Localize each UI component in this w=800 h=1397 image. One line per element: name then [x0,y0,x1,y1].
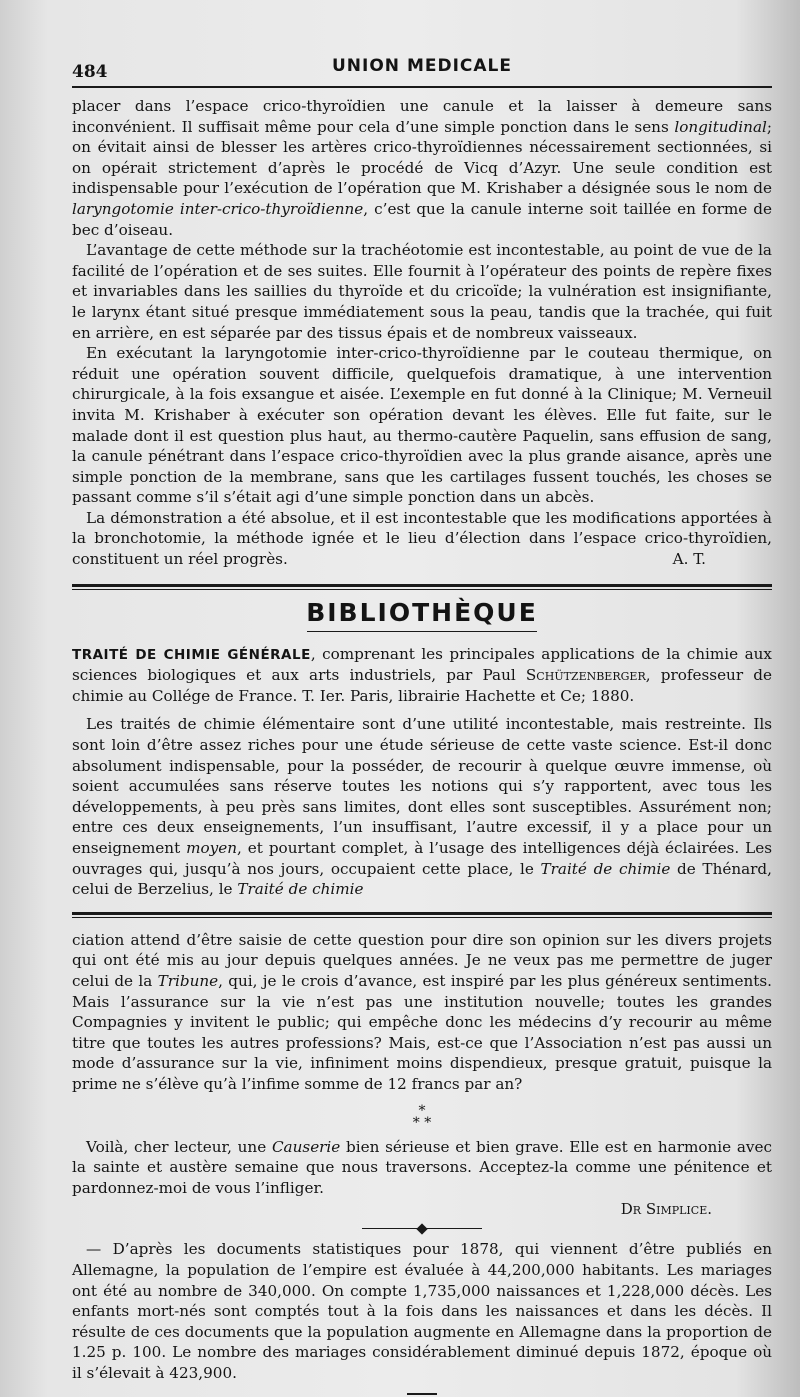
section-title: BIBLIOTHÈQUE [306,597,538,627]
title-underline [307,631,537,632]
news-item-paragraph: — D’après les documents statistiques pour 1878, qui viennent d’être publiés en Allemagne, la population de l’empire est évaluée à 44,200,000 habitants. Les mariages ont été au nombre de 340,000. On compte 1,735,000 naissances et 1,228,000 décès. Les enfants mort-nés sont comptés tout à la fois dans les naissances et dans les décès. Il résulte de ces documents que la population augmente en Allemagne dans la proportion de 1.25 p. 100. Le nombre des mariages considérablement diminué depuis 1872, époque où il s’élevait à 423,900. [72,1240,772,1382]
article-signature: A. T. [672,550,706,569]
italic-term: Causerie [271,1137,341,1156]
running-title: UNION MEDICALE [332,56,512,76]
italic-term: longitudinal [674,117,767,136]
article-section [72,96,772,570]
page-content [72,48,772,1395]
italic-term: laryngotomie inter-crico-thyroïdienne [72,199,364,218]
italic-term: moyen [186,839,238,857]
book-entry: TRAITÉ DE CHIMIE GÉNÉRALE, comprenant les principales applications de la chimie aux sciences biologiques et aux arts industriels, par Paul Schützenberger, professeur de chimie au Collége de France. T. Ier. Paris, librairie Hachette et Ce; 1880. [72,644,772,705]
feuilleton-divider [72,912,772,918]
article-paragraph-2: L’avantage de cette méthode sur la trachéotomie est incontestable, au point de vue de la facilité de l’opération et de ses suites. Elle fournit à l’opérateur des points de repère fixes et invariables dans les saillies du thyroïde et du cricoïde; la vulnération est insignifiante, le larynx étant situé presque immédiatement sous la peau, tandis que la trachée, qui fuit en arrière, en est séparée par des tissus épais et de nombreux vaisseaux. [72,241,772,342]
book-title: TRAITÉ DE CHIMIE GÉNÉRALE [72,646,311,663]
header-rule [72,86,772,88]
ornament-divider [362,1228,482,1229]
italic-term: Traité de chimie [237,880,364,899]
asterism: * * * [412,1102,432,1131]
feuilleton-section [72,930,772,1396]
page-header [72,48,772,82]
section-divider [72,584,772,590]
article-paragraph-1: placer dans l’espace crico-thyroïdien une canule et la laisser à demeure sans inconvénient. Il suffisait même pour cela d’une simple ponction dans le sens longitudinal; on évitait ainsi de blesser les artères crico-thyroïdiennes nécessairement sectionnées, si on opérait strictement d’après le procédé de Vicq d’Azyr. Une seule condition est indispensable pour l’exécution de l’opération que M. Krishaber a désignée sous le nom de laryngotomie inter-crico-thyroïdienne, c’est que la canule interne soit taillée en forme de bec d’oiseau. [72,97,773,239]
book-author: Schützenberger [525,666,646,685]
article-paragraph-4: La démonstration a été absolue, et il est incontestable que les modifications apportées à la bronchotomie, la méthode ignée et le lieu d’élection dans l’espace crico-thyroïdien, constituent un réel progrès. A. T. [72,508,772,569]
end-rule [407,1393,437,1395]
italic-term: Traité de chimie [540,859,671,878]
feuilleton-paragraph-2: Voilà, cher lecteur, une Causerie bien sérieuse et bien grave. Elle est en harmonie avec la sainte et austère semaine que nous traversons. Acceptez-la comme une pénitence et pardonnez-moi de vous l’infliger. [72,1137,772,1197]
bibliotheque-section [72,598,772,900]
feuilleton-signature: Dr Simplice. [620,1200,712,1219]
feuilleton-paragraph-1: ciation attend d’être saisie de cette question pour dire son opinion sur les divers projets qui ont été mis au jour depuis quelques années. Je ne veux pas me permettre de juger celui de la Tribune, qui, je le crois d’avance, est inspiré par les plus généreux sentiments. Mais l’assurance sur la vie n’est pas une institution nouvelle; toutes les grandes Compagnies y invitent le public; qui empêche donc les médecins d’y recourir au même titre que toutes les autres professions? Mais, est-ce que l’Association n’est pas aussi un mode d’assurance sur la vie, infiniment moins dispendieux, presque gratuit, puisque la prime ne s’élève qu’à l’infime somme de 12 francs par an? [72,930,772,1093]
page-number: 484 [72,62,108,82]
italic-term: Tribune [157,971,219,990]
review-paragraph: Les traités de chimie élémentaire sont d’une utilité incontestable, mais restreinte. Ils sont loin d’être assez riches pour une étude sérieuse de cette vaste science. Est-il donc absolument indispensable, pour la posséder, de recourir à quelque œuvre immense, où soient accumulées sans réserve toutes les notions qui s’y rapportent, avec tous les développements, à peu près sans limites, dont elles sont susceptibles. Assurément non; entre ces deux enseignements, l’un insuffisant, l’autre excessif, il y a place pour un enseignement moyen, et pourtant complet, à l’usage des intelligences déjà éclairées. Les ouvrages qui, jusqu’à nos jours, occupaient cette place, le Traité de chimie de Thénard, celui de Berzelius, le Traité de chimie [72,715,772,899]
article-paragraph-3: En exécutant la laryngotomie inter-crico-thyroïdienne par le couteau thermique, on réduit une opération souvent difficile, quelquefois dramatique, à une intervention chirurgicale, à la fois exsangue et aisée. L’exemple en fut donné à la Clinique; M. Verneuil invita M. Krishaber à exécuter son opération devant les élèves. Elle fut faite, sur le malade dont il est question plus haut, au thermo-cautère Paquelin, sans effusion de sang, la canule pénétrant dans l’espace crico-thyroïdien avec la plus grande aisance, après une simple ponction de la membrane, sans que les cartilages fussent touchés, les choses se passant comme s’il s’était agi d’une simple ponction dans un abcès. [72,344,772,507]
